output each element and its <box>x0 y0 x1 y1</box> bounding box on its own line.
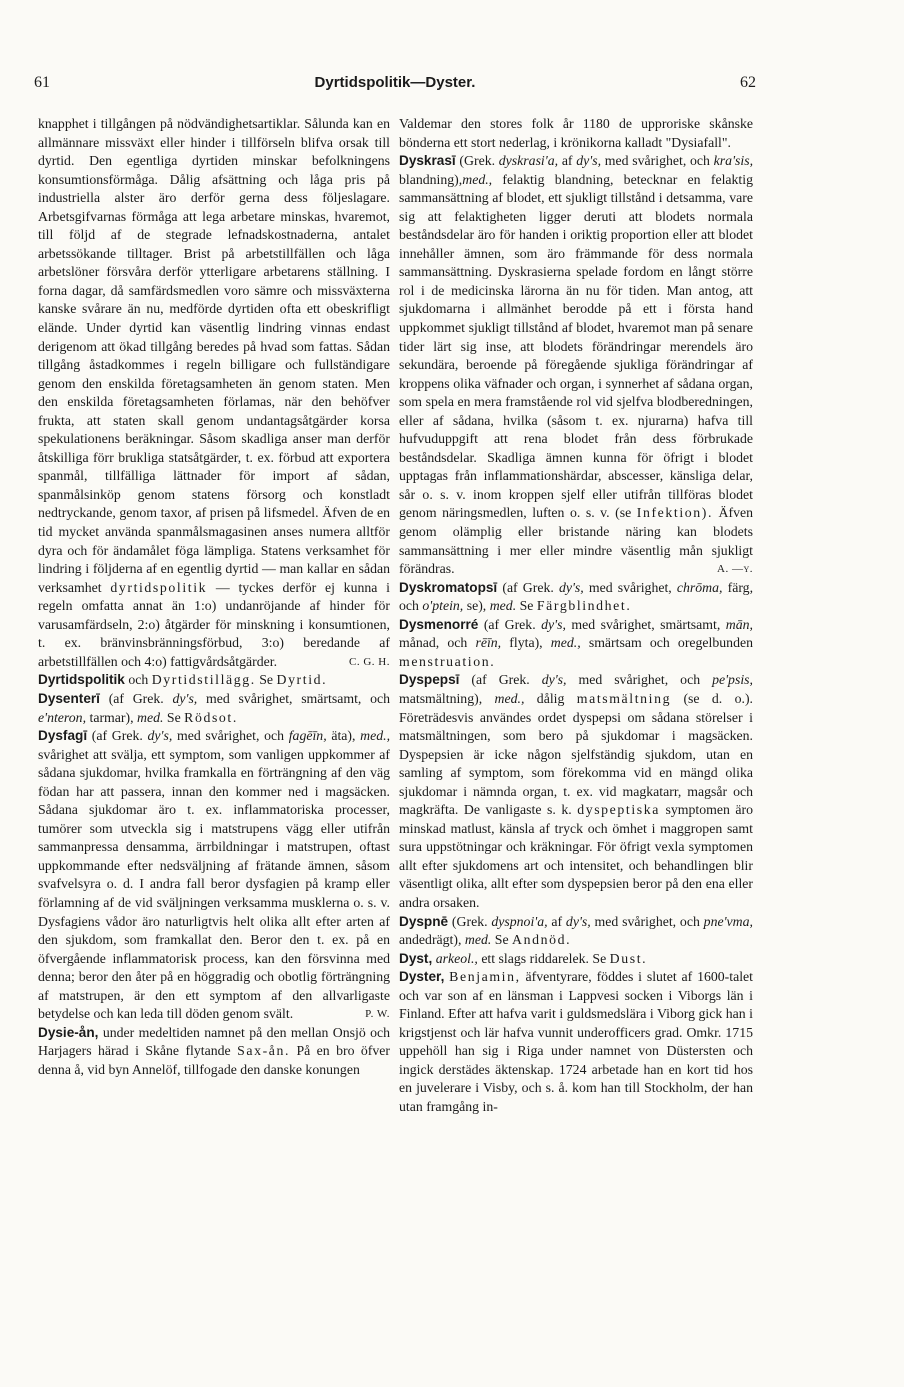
page-header <box>34 74 756 96</box>
etymology-term: dy's, <box>576 153 602 169</box>
person-name: Benjamin, <box>449 969 521 985</box>
body-text: af <box>551 913 563 929</box>
entry-continuation <box>38 115 390 671</box>
body-text: Se <box>494 932 509 948</box>
page-number-right: 62 <box>740 74 756 91</box>
etymology-term: mān, <box>725 616 754 632</box>
body-text: — tyckes derför ej kunna i regeln omfatta annat än 1:o) undanröjande af hinder för varusamfärdseln, 2:o) åtgärder för minskning i konsumtionen, t. ex. bränvinsbränningsförbud, 3:o) beredande af arbetstillfällen och 4:o) fattigvårdsåtgärder. <box>38 579 390 669</box>
body-text: (af Grek. <box>108 690 164 706</box>
body-text: med svårighet, <box>588 579 672 595</box>
headword: Dysie-ån, <box>38 1024 99 1040</box>
body-text: med svårighet, och <box>594 913 700 929</box>
cross-reference: Infektion). <box>636 505 713 521</box>
etymology-term: dy's, <box>172 690 198 706</box>
cross-reference: Dust. <box>609 950 648 966</box>
body-text: Se <box>519 598 534 614</box>
body-text: dålig <box>536 690 565 706</box>
body-text: ett slags riddarelek. Se <box>481 950 607 966</box>
cross-reference: Sax-ån. <box>237 1043 291 1059</box>
body-text: med svårighet, och <box>604 153 710 169</box>
entry-dysmenorre <box>399 616 753 672</box>
spaced-term: dyrtidspolitik <box>110 579 208 595</box>
body-text: flyta), <box>509 635 543 651</box>
entry-dyskromatopsi <box>399 579 753 616</box>
cross-reference: matsmältning <box>576 690 672 706</box>
body-text: (af Grek. <box>91 728 143 744</box>
entry-dyster <box>399 968 753 1116</box>
page-number-left: 61 <box>34 74 50 91</box>
field-label: med., <box>462 171 493 187</box>
field-label: med., <box>360 728 391 744</box>
etymology-term: e'nteron, <box>38 709 87 725</box>
body-text: Se <box>259 672 274 688</box>
etymology-term: kra'sis, <box>713 153 754 169</box>
headword: Dysmenorré <box>399 616 479 632</box>
etymology-term: dyskrasi'a, <box>498 153 559 169</box>
field-label: med. <box>137 709 164 725</box>
body-text: äfventyrare, föddes i slutet af 1600-talet och var son af en länsman i Lappvesi socken i Viborgs län i Finland. Efter att hafva varit i guldsmedslära i Viborg gick han i krigstjenst och lär hafva vunnit underofficers grad. Omkr. 1715 uppehöll han sig i Riga under namnet von Düstersten och ingick derstädes äktenskap. 1724 arbetade han en kort tid hos en juvelerare i Visby, och s. å. kom han till Stockholm, der han utan framgång in- <box>399 969 754 1114</box>
author-signature: P. W. <box>365 1008 390 1021</box>
etymology-term: dyspnoi'a, <box>491 913 548 929</box>
entry-dysenteri <box>38 690 390 727</box>
body-text: (Grek. <box>451 913 488 929</box>
body-text: med svårighet, smärtsamt, <box>571 616 721 632</box>
headword: Dyrtidspolitik <box>38 672 125 688</box>
entry-dysie-an <box>38 1024 390 1080</box>
body-text: (af Grek. <box>502 579 554 595</box>
body-text: (af Grek. <box>483 616 536 632</box>
author-signature: A. —y. <box>717 563 753 576</box>
running-title: Dyrtidspolitik—Dyster. <box>314 74 476 91</box>
body-text: (se d. o.). Företrädesvis användes ordet dyspepsi om sådana störelser i matsmältningen, som bero på sjukdomar i magsäcken. Dyspepsien är icke någon sjelfständig sjukdom, utan en samling af symptom, som förekomma vid en mängd olika sjukdomar i nämnda organ, t. ex. vid magkatarr, magsår och magkräfta. De vanligaste s. k. <box>399 690 754 818</box>
etymology-term: pe'psis, <box>712 672 753 688</box>
field-label: med., <box>494 690 525 706</box>
body-text: andedrägt), <box>399 932 462 948</box>
spaced-term: dyspeptiska <box>577 802 660 818</box>
body-text: Valdemar den stores folk år 1180 de upproriske skånske bönderna ett stort nederlag, i krönikorna kalladt "Dysiafall". <box>399 116 753 150</box>
body-text: felaktig blandning, betecknar en felaktig sammansättning af blodet, ett sjukligt tillstånd i detsamma, vare sig att felaktigheten ligger deruti att blodets normala beståndsdelar äro för handen i oriktig proportion eller att blodet innehåller ämnen, som äro främmande för dess normala sammansättning. Dyskrasierna spelade fordom en långt större rol i de medicinska lärorna än nu för tiden. Man antog, att sjukdomarna i allmänhet berodde på ett i första hand uppkommet sjukligt tillstånd af blodet, hvaremot man på senare tider lärt sig inse, att blodets förändringar merendels äro sekundära, beroende på föregående sjukliga förändringar af kroppens olika väfnader och organ, i synnerhet af sådana organ, som spela en mera framstående rol vid sjelfva blodberedningen, eller af sådana, hvilka (såsom t. ex. njurarna) hafva till hufvuduppgift att rena blodet från dess förbrukade beståndsdelar. Skadliga ämnen kunna för öfrigt i blodet upptagas från inflammationshärdar, abscesser, känsliga delar, sår o. s. v. inom kroppen sjelf eller utifrån tillföras blodet genom näringsmedlen, luften o. s. v. (se <box>399 171 753 521</box>
body-text: med svårighet, smärtsamt, och <box>205 690 390 706</box>
body-text: äta), <box>331 728 356 744</box>
body-text: (af Grek. <box>471 672 530 688</box>
cross-reference: Dyrtidstillägg. <box>151 672 256 688</box>
body-text: under medeltiden namnet på den mellan Onsjö och Harjagers härad i Skåne flytande <box>38 1024 390 1059</box>
headword: Dyspepsī <box>399 672 460 688</box>
cross-reference: Rödsot. <box>184 709 238 725</box>
etymology-term: dy's, <box>565 913 591 929</box>
author-signature: C. G. H. <box>349 655 390 668</box>
body-text: med svårighet, och <box>176 728 285 744</box>
etymology-term: dy's, <box>541 672 567 688</box>
entry-continuation <box>399 115 753 152</box>
etymology-term: dy's, <box>147 728 173 744</box>
headword: Dyst, <box>399 950 433 966</box>
body-text: svårighet att svälja, ett symptom, som vanligen uppkommer af sådana sjukdomar, hvilka framkalla en förträngning af den väg födan har att passera, innan den kommer ned i magsäcken. Sådana sjukdomar äro t. ex. inflammatoriska processer, tumörer som utveckla sig i matstrupens vägg eller utifrån sammanpressa densamma, ärrbildningar i matstrupen, oftast uppkommande efter nedsväljning af frätande ämnen, såsom svafvelsyra o. d. I andra fall beror dysfagien på kramp eller förlamning af de vid sväljningen verksamma musklerna o. s. v. Dysfagiens vådor äro naturligtvis helt olika allt efter arten af den sjukdom, som framkallat den. Beror den t. ex. på en öfvergående inflammatorisk process, kan den försvinna med denna; beror den åter på en höggradig och obotlig förträngning af matstrupen, är den ett symptom af den allvarligaste betydelse och kan leda till döden genom svält. <box>38 746 390 1022</box>
headword: Dyster, <box>399 969 445 985</box>
entry-dyspne <box>399 913 753 950</box>
body-text: Äfven genom olämplig eller bristande näring kan blodets sammansättning i mer eller mindre väsentlig mån sjukligt förändras. <box>399 505 754 577</box>
field-label: arkeol., <box>435 950 478 966</box>
body-text: tarmar), <box>89 709 134 725</box>
entry-dyst <box>399 950 753 969</box>
entry-dyspepsi <box>399 671 753 912</box>
cross-reference: Färgblindhet. <box>536 598 632 614</box>
body-text: (Grek. <box>459 153 496 169</box>
body-text: knapphet i tillgången på nödvändighetsartiklar. Sålunda kan en allmännare missväxt eller hinder i tillförseln blifva orsak till dyrtid. Den egentliga dyrtiden minskar befolkningens konsumtionsförmåga. Dålig afsättning och låga pris på industriella alster äro derför gerna dess följeslagare. Arbetsgifvarnas förmåga att lega arbetare minskas, hvaremot, till följd af de stegrade lefnadskostnaderna, antalet arbetssökande tilltager. Brist på arbetstillfällen och låga arbetslöner försvåra derför ytterligare arbetarens ställning. I forna dagar, då samfärdsmedlen voro sämre och missväxterna kanske svårare än nu, medförde dyrtiden ofta ett obeskrifligt elände. Under dyrtid kan väsentlig lindring vinnas endast derigenom att ökad tillgång beredes på hvad som fattas. Sådan tillgång åstadkommes i regeln billigare och fullständigare genom den enskilda företagsamheten än genom staten. Men den enskilda företagsamheten förlamas, när den behöfver frukta, att staten skall genom undantagsåtgärder korsa spekulationens beräkningar. Såsom skadliga anser man derför åtskilliga förr brukliga statsåtgärder, t. ex. förbud att exportera spanmål, tillfälliga lättnader för import af sådan, spanmålsinköp genom statens försorg och konstladt nedtryckande, genom taxor, af prisen på lifsmedel. Äfven de en tid mycket använda spanmålsmagasinen anses numera alltför dyra och för ändamålet föga lämpliga. Statens verksamhet för lindring i följderna af en egentlig dyrtid — man kallar en sådan verksamhet <box>38 116 390 595</box>
entry-dyrtidspolitik <box>38 671 390 690</box>
body-text: På en bro öfver denna å, vid byn Annelöf, tillfogade den danske konungen <box>38 1043 391 1077</box>
field-label: med. <box>489 598 517 614</box>
etymology-term: chrōma, <box>676 579 723 595</box>
body-text: smärtsam och oregelbunden <box>588 635 754 651</box>
cross-reference: menstruation. <box>399 653 496 669</box>
entry-dysfagi <box>38 727 390 1024</box>
headword: Dysfagī <box>38 728 88 744</box>
body-text: af <box>561 153 573 169</box>
body-text: månad, och <box>399 635 468 651</box>
body-text: se), <box>466 598 487 614</box>
etymology-term: fagēīn, <box>288 728 327 744</box>
body-text: färg, och <box>399 579 754 614</box>
etymology-term: rēīn, <box>475 635 502 651</box>
right-column <box>399 115 753 1117</box>
headword: Dyspnē <box>399 913 449 929</box>
field-label: med. <box>464 932 492 948</box>
body-text: med svårighet, och <box>578 672 701 688</box>
entry-dyskrasi <box>399 152 753 579</box>
body-text: Se <box>166 709 181 725</box>
etymology-term: dy's, <box>541 616 566 632</box>
left-column <box>38 115 390 1079</box>
cross-reference: Dyrtid. <box>276 672 328 688</box>
body-text: och <box>128 672 149 688</box>
body-text: matsmältning), <box>399 690 483 706</box>
body-text: blandning), <box>399 171 463 187</box>
etymology-term: pne'vma, <box>703 913 753 929</box>
headword: Dyskromatopsī <box>399 579 498 595</box>
headword: Dysenterī <box>38 690 100 706</box>
field-label: med., <box>550 635 581 651</box>
etymology-term: dy's, <box>558 579 584 595</box>
etymology-term: o'ptein, <box>422 598 464 614</box>
headword: Dyskrasī <box>399 153 456 169</box>
cross-reference: Andnöd. <box>512 932 572 948</box>
body-text: symptomen äro minskad matlust, känsla af tryck och ömhet i maggropen samt sura uppstötningar och kräkningar. För öfrigt vexla symptomen allt efter sjukdomens art och intensitet, och behandlingen blir väsentligt olika, allt efter som dyspepsien beror på den ena eller andra orsaken. <box>399 802 754 910</box>
